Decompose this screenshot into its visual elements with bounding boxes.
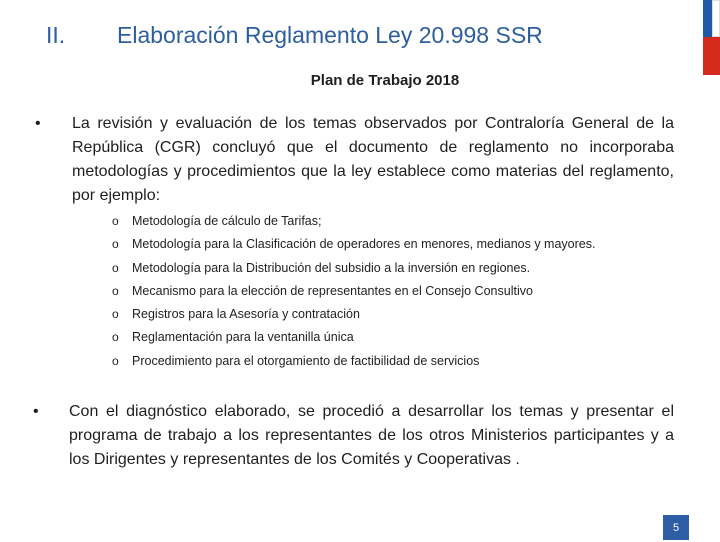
sub-bullet-icon: o bbox=[112, 330, 119, 345]
flag-blue-block bbox=[703, 0, 712, 37]
slide-subtitle: Plan de Trabajo 2018 bbox=[310, 72, 460, 89]
list-item-text: Mecanismo para la elección de representantes en el Consejo Consultivo bbox=[132, 283, 533, 298]
sub-bullet-icon: o bbox=[112, 214, 119, 228]
list-item-text: Procedimiento para el otorgamiento de factibilidad de servicios bbox=[132, 353, 480, 368]
section-number: II. bbox=[46, 22, 66, 48]
sub-bullet-icon: o bbox=[112, 260, 119, 275]
list-item bbox=[112, 303, 595, 326]
flag-red-block bbox=[703, 37, 720, 75]
page-number-badge bbox=[663, 515, 689, 540]
list-item-text: Metodología de cálculo de Tarifas; bbox=[132, 214, 322, 228]
bullet-icon: • bbox=[33, 403, 39, 420]
methodology-list bbox=[112, 210, 595, 373]
list-item-text: Reglamentación para la ventanilla única bbox=[132, 330, 354, 345]
page-number: 5 bbox=[672, 522, 680, 534]
flag-white-block bbox=[712, 0, 720, 37]
chile-flag-stripe bbox=[703, 0, 720, 75]
list-item bbox=[112, 350, 595, 373]
paragraph-review: La revisión y evaluación de los temas observados por Contraloría General de la República (CGR) concluyó que el documento de reglamento no incorporaba metodologías y procedimientos que la ley establece como materias del reglamento, por ejemplo: bbox=[72, 115, 674, 204]
list-item bbox=[112, 326, 595, 349]
list-item bbox=[112, 257, 595, 280]
list-item-text: Metodología para la Clasificación de operadores en menores, medianos y mayores. bbox=[132, 237, 596, 252]
list-item bbox=[112, 280, 595, 303]
list-item-text: Metodología para la Distribución del subsidio a la inversión en regiones. bbox=[132, 260, 531, 275]
slide-title: Elaboración Reglamento Ley 20.998 SSR bbox=[117, 22, 543, 48]
sub-bullet-icon: o bbox=[112, 283, 119, 298]
sub-bullet-icon: o bbox=[112, 307, 119, 322]
list-item bbox=[112, 233, 595, 256]
bullet-icon: • bbox=[35, 115, 41, 132]
sub-bullet-icon: o bbox=[112, 353, 119, 368]
list-item bbox=[112, 210, 595, 233]
paragraph-diagnosis: Con el diagnóstico elaborado, se procedió a desarrollar los temas y presentar el programa de trabajo a los representantes de los otros Ministerios participantes y a los Dirigentes y representantes de los Comités y Cooperativas . bbox=[69, 403, 674, 468]
sub-bullet-icon: o bbox=[112, 237, 119, 252]
list-item-text: Registros para la Asesoría y contratación bbox=[132, 307, 360, 322]
